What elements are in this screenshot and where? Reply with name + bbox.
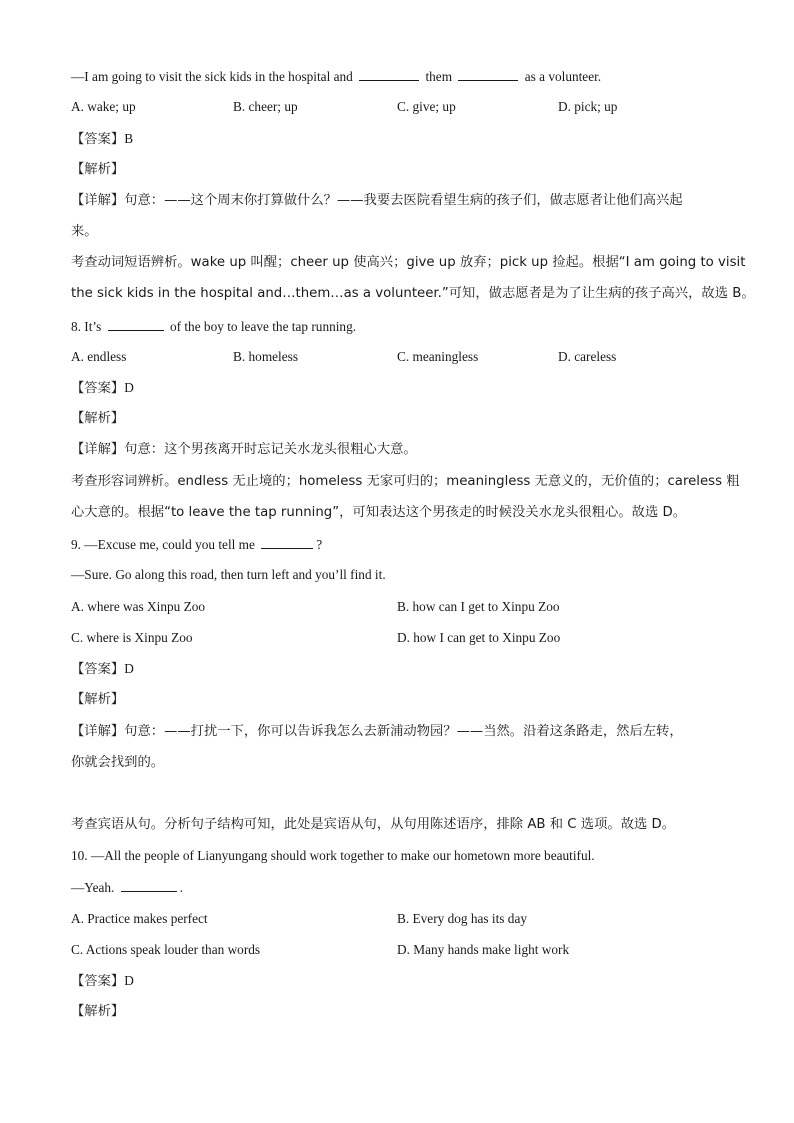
- q8-detail-line2: 考查形容词辨析。endless 无止境的；homeless 无家可归的；meaningless 无意义的，无价值的；careless 粗: [71, 474, 740, 489]
- q10-answer: [71, 972, 134, 991]
- q7-option-d: D. pick; up: [558, 99, 618, 114]
- q7-option-a: A. wake; up: [71, 99, 136, 114]
- q8-answer: [71, 379, 134, 398]
- answer-value: D: [124, 380, 134, 395]
- q9-analysis-label: 【解析】: [71, 692, 125, 707]
- q8-detail-line1: 【详解】句意：这个男孩离开时忘记关水龙头很粗心大意。: [71, 442, 417, 457]
- q7-detail-line4: the sick kids in the hospital and…them…as a volunteer.”可知，做志愿者是为了让生病的孩子高兴，故选 B。: [71, 286, 755, 301]
- q9-reply: —Sure. Go along this road, then turn left and you’ll find it.: [71, 567, 386, 582]
- q9-detail-line3: 考查宾语从句。分析句子结构可知，此处是宾语从句，从句用陈述语序，排除 AB 和 C 选项。故选 D。: [71, 817, 676, 832]
- q10-option-c: C. Actions speak louder than words: [71, 942, 261, 957]
- answer-blank: [261, 535, 313, 549]
- answer-label: 【答案】: [71, 662, 125, 677]
- q8-analysis-label: 【解析】: [71, 411, 125, 426]
- q9-answer: [71, 660, 134, 679]
- q8-option-d: D. careless: [558, 349, 617, 364]
- answer-value: D: [124, 661, 134, 676]
- q9-stem-part2: ?: [316, 537, 323, 552]
- q10-reply-part2: .: [179, 880, 184, 895]
- q8-option-a: A. endless: [71, 349, 127, 364]
- answer-blank: [458, 67, 518, 81]
- q8-stem-part1: 8. It’s: [71, 319, 102, 334]
- q10-analysis-label: 【解析】: [71, 1004, 125, 1019]
- q8-option-b: B. homeless: [233, 349, 299, 364]
- q8-stem-part2: of the boy to leave the tap running.: [169, 319, 357, 334]
- q7-stem-part2: them: [425, 69, 453, 84]
- q7-answer: [71, 130, 133, 149]
- q9-option-d: D. how I can get to Xinpu Zoo: [397, 630, 561, 645]
- q7-option-b: B. cheer; up: [233, 99, 298, 114]
- q7-stem-part3: as a volunteer.: [524, 69, 602, 84]
- q10-option-a: A. Practice makes perfect: [71, 911, 208, 926]
- q8-option-c: C. meaningless: [397, 349, 479, 364]
- q8-detail-line3: 心大意的。根据“to leave the tap running”，可知表达这个男孩走的时候没关水龙头很粗心。故选 D。: [71, 505, 687, 520]
- q9-detail-line2: 你就会找到的。: [71, 755, 165, 770]
- q7-analysis-label: 【解析】: [71, 162, 125, 177]
- answer-label: 【答案】: [71, 381, 125, 396]
- q9-stem: [71, 535, 322, 554]
- q7-option-c: C. give; up: [397, 99, 456, 114]
- answer-label: 【答案】: [71, 132, 125, 147]
- q7-detail-line3: 考查动词短语辨析。wake up 叫醒；cheer up 使高兴；give up 放弃；pick up 捡起。根据“I am going to visit: [71, 255, 746, 270]
- answer-value: D: [124, 973, 134, 988]
- q10-option-d: D. Many hands make light work: [397, 942, 570, 957]
- q7-detail-line1: 【详解】句意：——这个周末你打算做什么？——我要去医院看望生病的孩子们，做志愿者让他们高兴起: [71, 193, 683, 208]
- q10-option-b: B. Every dog has its day: [397, 911, 527, 926]
- q9-option-c: C. where is Xinpu Zoo: [71, 630, 193, 645]
- q9-option-b: B. how can I get to Xinpu Zoo: [397, 599, 560, 614]
- q9-detail-line1: 【详解】句意：——打扰一下，你可以告诉我怎么去新浦动物园？——当然。沿着这条路走，然后左转，: [71, 724, 683, 739]
- q10-reply-part1: —Yeah.: [71, 880, 115, 895]
- answer-blank: [121, 878, 177, 892]
- answer-label: 【答案】: [71, 974, 125, 989]
- q9-option-a: A. where was Xinpu Zoo: [71, 599, 206, 614]
- answer-value: B: [124, 131, 134, 146]
- q10-reply: [71, 878, 183, 897]
- q8-stem: [71, 317, 356, 336]
- q9-stem-part1: 9. —Excuse me, could you tell me: [71, 537, 255, 552]
- answer-blank: [359, 67, 419, 81]
- answer-blank: [108, 317, 164, 331]
- q10-stem: 10. —All the people of Lianyungang should work together to make our hometown more beautiful.: [71, 848, 595, 863]
- q7-stem-part1: —I am going to visit the sick kids in the hospital and: [71, 69, 353, 84]
- q7-detail-line2: 来。: [71, 224, 98, 239]
- q7-stem: [71, 67, 601, 86]
